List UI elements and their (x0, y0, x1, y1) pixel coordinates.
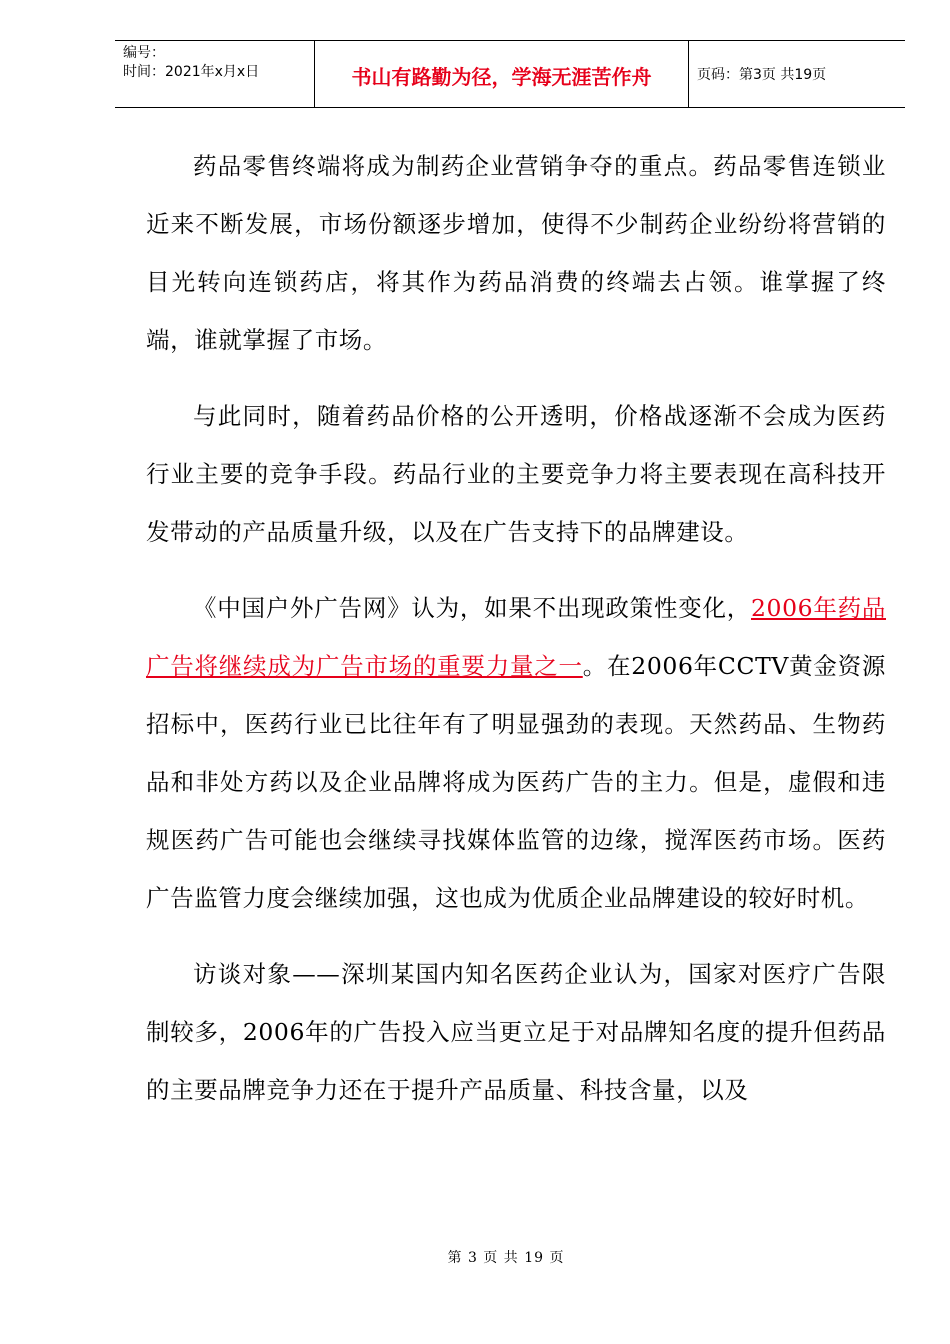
paragraph-text-before-link: 《中国户外广告网》认为，如果不出现政策性变化， (193, 594, 751, 622)
footer-page-number: 第 3 页 共 19 页 (447, 1250, 565, 1266)
paragraph-interview: 访谈对象——深圳某国内知名医药企业认为，国家对医疗广告限制较多，2006年的广告投入应当更立足于对品牌知名度的提升但药品的主要品牌竞争力还在于提升产品质量、科技含量，以及 (146, 960, 886, 1104)
page-header (115, 40, 905, 108)
paragraph-outdoor-ad-network (146, 579, 886, 927)
document-body (146, 137, 886, 1137)
header-motto: 书山有路勤为径，学海无涯苦作舟 (315, 41, 689, 107)
page-footer (0, 1247, 950, 1267)
header-page-info: 页码：第3页 共19页 (697, 67, 827, 83)
paragraph-retail-terminal: 药品零售终端将成为制药企业营销争夺的重点。药品零售连锁业近来不断发展，市场份额逐步增加，使得不少制药企业纷纷将营销的目光转向连锁药店，将其作为药品消费的终端去占领。谁掌握了终端，谁就掌握了市场。 (146, 152, 886, 354)
header-meta (115, 41, 315, 107)
serial-number-label: 编号： (123, 45, 165, 61)
paragraph-text-after-link: 。在2006年CCTV黄金资源招标中，医药行业已比往年有了明显强劲的表现。天然药品、生物药品和非处方药以及企业品牌将成为医药广告的主力。但是，虚假和违规医药广告可能也会继续寻找媒体监管的边缘，搅浑医药市场。医药广告监管力度会继续加强，这也成为优质企业品牌建设的较好时机。 (146, 652, 886, 912)
hyperlink-2006-pharma-ads[interactable]: 2006年药品广告将继续成为广告市场的重要力量之一 (146, 594, 886, 680)
date-label: 时间：2021年x月x日 (123, 64, 260, 80)
paragraph-price-competition: 与此同时，随着药品价格的公开透明，价格战逐渐不会成为医药行业主要的竞争手段。药品行业的主要竞争力将主要表现在高科技开发带动的产品质量升级，以及在广告支持下的品牌建设。 (146, 402, 886, 546)
